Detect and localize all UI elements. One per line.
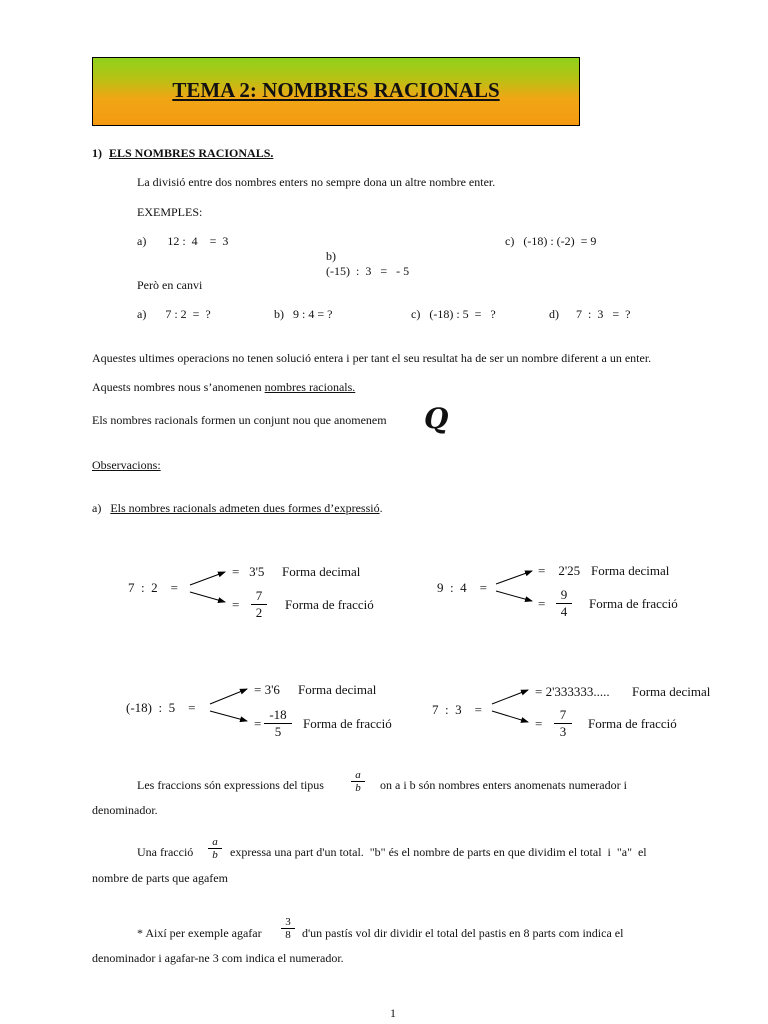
rational-numbers-term: nombres racionals.: [264, 380, 356, 394]
diagram1-eq: =: [232, 597, 240, 612]
fractions-p2-cont: nombre de parts que agafem: [92, 871, 228, 885]
examples-label: EXEMPLES:: [137, 205, 203, 219]
diagram1-fraction: $\frac{7}{2}$: [251, 588, 267, 621]
diagram4-decimal-label: Forma decimal: [632, 684, 711, 699]
undefined-b: b) 9 : 4 = ?: [274, 307, 333, 321]
diagram4-eq: =: [535, 716, 543, 731]
diagram2-fraction: $\frac{9}{4}$: [556, 587, 572, 620]
diagram2-decimal-label: Forma decimal: [591, 563, 670, 578]
fractions-p2-pre: Una fracció: [137, 845, 194, 859]
diagram4-decimal: = 2'333333.....: [535, 684, 610, 699]
diagram3-decimal: = 3'6: [254, 682, 280, 697]
diagram4-lhs: 7 : 3 =: [432, 702, 482, 717]
fractions-p1-post: on a i b són nombres enters anomenats numerador i: [380, 778, 627, 792]
diagram3-decimal-label: Forma decimal: [298, 682, 377, 697]
diagram4-fraction-label: Forma de fracció: [588, 716, 677, 731]
fractions-p3-pre: * Així per exemple agafar: [137, 926, 262, 940]
example-c: c) (-18) : (-2) = 9: [505, 234, 597, 248]
fractions-p2-post: expressa una part d'un total. "b" és el nombre de parts en que dividim el total i "a" el: [230, 845, 647, 859]
fraction-a-over-b-2: $\frac{a}{b}$: [208, 836, 222, 861]
arrow-d4-fraction: [492, 711, 528, 722]
diagram1-fraction-label: Forma de fracció: [285, 597, 374, 612]
paragraph-set-q: Els nombres racionals formen un conjunt nou que anomenem: [92, 413, 387, 427]
paragraph-no-solution: Aquestes ultimes operacions no tenen solució entera i per tant el seu resultat ha de ser un nombre diferent a un enter.: [92, 351, 652, 365]
rational-set-symbol: Q: [424, 402, 449, 435]
page-number: 1: [390, 1006, 396, 1020]
arrow-d2-decimal: [496, 571, 532, 584]
fractions-p3-cont: denominador i agafar-ne 3 com indica el numerador.: [92, 951, 344, 965]
arrow-d2-fraction: [496, 591, 532, 601]
diagram2-eq: =: [538, 596, 546, 611]
arrow-d1-decimal: [190, 572, 225, 585]
diagram1-decimal: = 3'5: [232, 564, 265, 579]
section-number: 1): [92, 146, 102, 160]
fractions-p1-pre: Les fraccions són expressions del tipus: [137, 778, 324, 792]
diagram3-eq: =: [254, 716, 262, 731]
observations-heading: Observacions:: [92, 458, 161, 472]
example-a: a) 12 : 4 = 3: [137, 234, 229, 248]
diagram1-decimal-label: Forma decimal: [282, 564, 361, 579]
undefined-d: d) 7 : 3 = ?: [549, 307, 631, 321]
intro-text: La divisió entre dos nombres enters no sempre dona un altre nombre enter.: [137, 175, 496, 189]
arrow-d4-decimal: [492, 690, 528, 704]
arrow-d3-decimal: [210, 689, 247, 704]
fraction-a-over-b-1: $\frac{a}{b}$: [351, 769, 365, 794]
example-b: b) (-15) : 3 = - 5: [326, 249, 410, 278]
diagram3-lhs: (-18) : 5 =: [126, 700, 196, 715]
undefined-a: a) 7 : 2 = ?: [137, 307, 211, 321]
fractions-p1-cont: denominador.: [92, 803, 158, 817]
paragraph-rational-name: Aquests nombres nous s’anomenen nombres racionals.: [92, 380, 356, 394]
arrow-d3-fraction: [210, 711, 247, 721]
pero-text: Però en canvi: [137, 278, 203, 292]
arrow-d1-fraction: [190, 592, 225, 602]
diagram1-lhs: 7 : 2 =: [128, 580, 178, 595]
section-title: ELS NOMBRES RACIONALS.: [109, 146, 274, 160]
diagram4-fraction: $\frac{7}{3}$: [554, 707, 572, 740]
fraction-3-over-8: $\frac{3}{8}$: [281, 916, 295, 941]
diagram3-fraction: $\frac{-18}{5}$: [264, 707, 292, 740]
diagram2-lhs: 9 : 4 =: [437, 580, 487, 595]
diagram2-fraction-label: Forma de fracció: [589, 596, 678, 611]
diagram3-fraction-label: Forma de fracció: [303, 716, 392, 731]
observation-a: a) Els nombres racionals admeten dues formes d’expressió.: [92, 501, 383, 515]
fractions-p3-post: d'un pastís vol dir dividir el total del pastis en 8 parts com indica el: [302, 926, 624, 940]
undefined-c: c) (-18) : 5 = ?: [411, 307, 496, 321]
page-title: TEMA 2: NOMBRES RACIONALS: [172, 78, 500, 102]
diagram2-decimal: = 2'25: [538, 563, 581, 578]
